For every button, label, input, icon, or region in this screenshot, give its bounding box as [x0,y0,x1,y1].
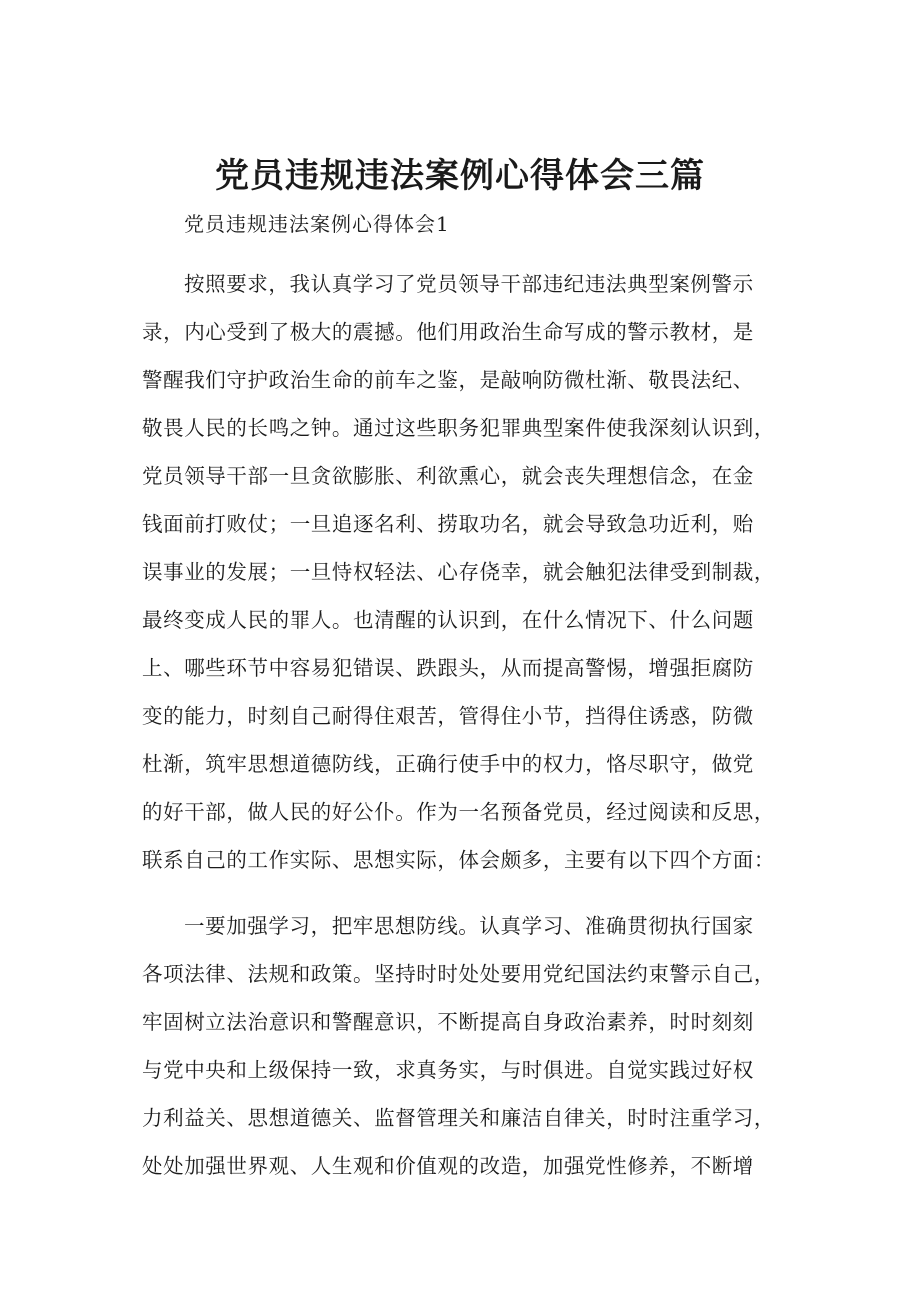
paragraph-line: 杜渐，筑牢思想道德防线，正确行使手中的权力，恪尽职守，做党 [142,752,754,776]
paragraph-line: 录，内心受到了极大的震撼。他们用政治生命写成的警示教材，是 [142,320,754,344]
paragraph-line: 变的能力，时刻自己耐得住艰苦，管得住小节，挡得住诱惑，防微 [142,704,754,728]
section-subtitle: 党员违规违法案例心得体会1 [184,212,450,236]
paragraph-line: 警醒我们守护政治生命的前车之鉴，是敲响防微杜渐、敬畏法纪、 [142,368,754,392]
paragraph-line: 党员领导干部一旦贪欲膨胀、利欲熏心，就会丧失理想信念，在金 [142,464,754,488]
paragraph-line: 一要加强学习，把牢思想防线。认真学习、准确贯彻执行国家 [184,914,754,938]
paragraph-line: 钱面前打败仗；一旦追逐名利、捞取功名，就会导致急功近利，贻 [142,512,754,536]
paragraph-line: 处处加强世界观、人生观和价值观的改造，加强党性修养，不断增 [142,1154,754,1178]
paragraph-line: 上、哪些环节中容易犯错误、跌跟头，从而提高警惕，增强拒腐防 [142,656,754,680]
paragraph-line: 误事业的发展；一旦恃权轻法、心存侥幸，就会触犯法律受到制裁， [142,560,775,584]
paragraph-line: 的好干部，做人民的好公仆。作为一名预备党员，经过阅读和反思， [142,800,775,824]
paragraph-line: 联系自己的工作实际、思想实际，体会颇多，主要有以下四个方面： [142,848,775,872]
paragraph-line: 最终变成人民的罪人。也清醒的认识到，在什么情况下、什么问题 [142,608,754,632]
document-title: 党员违规违法案例心得体会三篇 [215,156,705,196]
paragraph-line: 敬畏人民的长鸣之钟。通过这些职务犯罪典型案件使我深刻认识到， [142,416,775,440]
paragraph-line: 与党中央和上级保持一致，求真务实，与时俱进。自觉实践过好权 [142,1058,754,1082]
paragraph-line: 牢固树立法治意识和警醒意识，不断提高自身政治素养，时时刻刻 [142,1010,754,1034]
paragraph-line: 各项法律、法规和政策。坚持时时处处要用党纪国法约束警示自己， [142,962,775,986]
paragraph-line: 按照要求，我认真学习了党员领导干部违纪违法典型案例警示 [184,272,754,296]
paragraph-line: 力利益关、思想道德关、监督管理关和廉洁自律关，时时注重学习， [142,1106,775,1130]
